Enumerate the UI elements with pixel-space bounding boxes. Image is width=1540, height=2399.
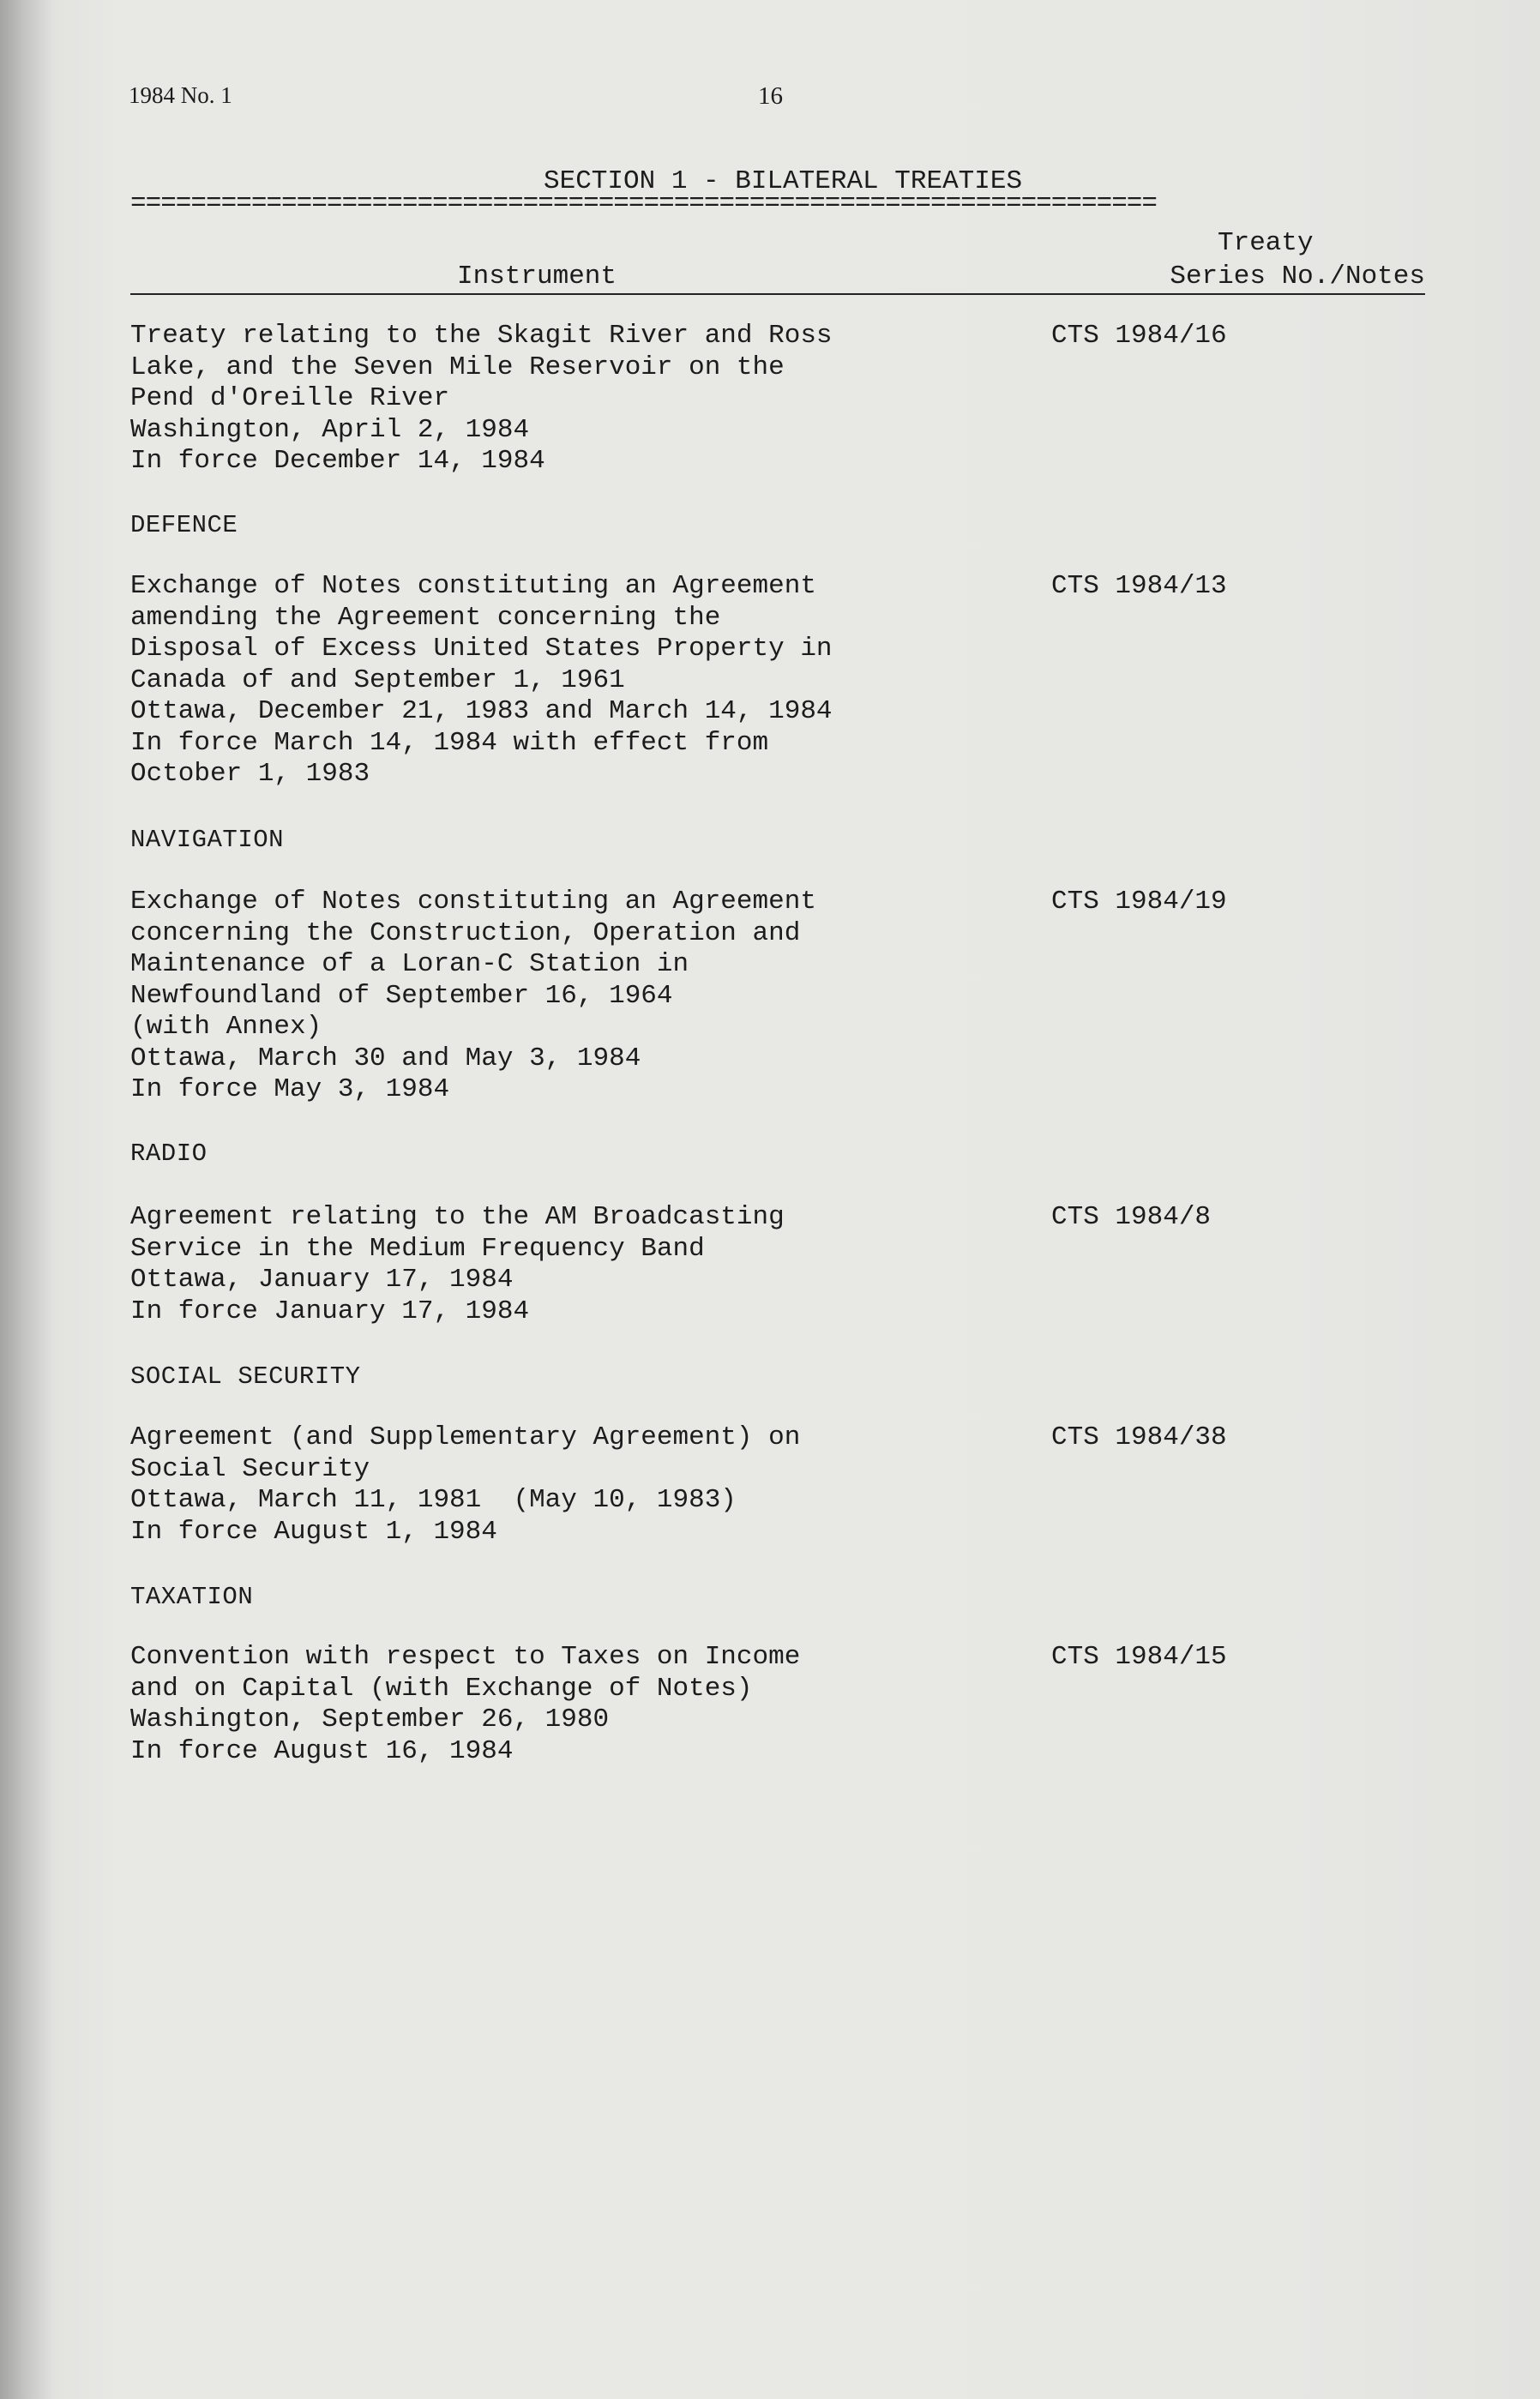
entry-line: Ottawa, March 30 and May 3, 1984 bbox=[130, 1043, 641, 1073]
entry-line: Ottawa, December 21, 1983 and March 14, 1984 bbox=[130, 696, 833, 726]
running-header: 1984 No. 1 bbox=[129, 82, 232, 108]
treaty-series-number: CTS 1984/16 bbox=[1051, 321, 1227, 351]
section-title: SECTION 1 - BILATERAL TREATIES bbox=[544, 166, 1023, 196]
entry-line: Social Security bbox=[130, 1453, 370, 1484]
entry-line: Agreement (and Supplementary Agreement) on bbox=[130, 1422, 801, 1452]
category-heading: TAXATION bbox=[130, 1583, 254, 1611]
treaty-series-number: CTS 1984/19 bbox=[1051, 887, 1227, 917]
treaty-series-number: CTS 1984/15 bbox=[1051, 1642, 1227, 1672]
entry-line: Disposal of Excess United States Property in bbox=[130, 634, 833, 664]
double-rule: ==================================================================== bbox=[130, 195, 1158, 213]
treaty-series-number: CTS 1984/13 bbox=[1051, 571, 1227, 601]
entry-line: In force August 16, 1984 bbox=[130, 1735, 514, 1766]
column-header-instrument bbox=[130, 261, 1125, 295]
category-heading: RADIO bbox=[130, 1139, 208, 1168]
treaty-entry bbox=[130, 571, 1074, 791]
column-header-treaty: Treaty bbox=[1218, 228, 1314, 258]
treaty-entry bbox=[130, 1422, 1074, 1548]
entry-line: concerning the Construction, Operation and bbox=[130, 917, 801, 948]
entry-line: Pend d'Oreille River bbox=[130, 383, 450, 413]
entry-line: In force August 1, 1984 bbox=[130, 1516, 497, 1547]
entry-line: Exchange of Notes constituting an Agreement bbox=[130, 571, 816, 601]
entry-line: (with Annex) bbox=[130, 1012, 322, 1042]
category-heading: SOCIAL SECURITY bbox=[130, 1362, 361, 1391]
category-heading: DEFENCE bbox=[130, 511, 238, 539]
entry-line: Washington, September 26, 1980 bbox=[130, 1705, 610, 1735]
page-number: 16 bbox=[758, 82, 783, 110]
entry-line: Exchange of Notes constituting an Agreement bbox=[130, 887, 816, 917]
treaty-entry bbox=[130, 1642, 1074, 1767]
entry-line: In force March 14, 1984 with effect from bbox=[130, 727, 769, 758]
book-spine-shadow bbox=[0, 0, 51, 2399]
entry-line: Ottawa, March 11, 1981 (May 10, 1983) bbox=[130, 1485, 737, 1515]
entry-line: Convention with respect to Taxes on Income bbox=[130, 1642, 801, 1672]
entry-line: Canada of and September 1, 1961 bbox=[130, 664, 625, 695]
entry-line: Treaty relating to the Skagit River and Ross bbox=[130, 321, 833, 351]
entry-line: Newfoundland of September 16, 1964 bbox=[130, 980, 673, 1011]
entry-line: Service in the Medium Frequency Band bbox=[130, 1233, 705, 1264]
treaty-entry bbox=[130, 1202, 1074, 1327]
entry-line: In force December 14, 1984 bbox=[130, 446, 545, 476]
entry-line: Agreement relating to the AM Broadcasting bbox=[130, 1202, 785, 1232]
entry-line: Washington, April 2, 1984 bbox=[130, 414, 530, 445]
entry-line: In force January 17, 1984 bbox=[130, 1296, 530, 1326]
entry-line: October 1, 1983 bbox=[130, 759, 370, 789]
entry-line: Ottawa, January 17, 1984 bbox=[130, 1265, 514, 1295]
entry-line: amending the Agreement concerning the bbox=[130, 602, 721, 633]
treaty-series-number: CTS 1984/38 bbox=[1051, 1422, 1227, 1452]
entry-line: Maintenance of a Loran-C Station in bbox=[130, 949, 689, 979]
column-header-series: Series No./Notes bbox=[1125, 261, 1425, 295]
entry-line: Lake, and the Seven Mile Reservoir on the bbox=[130, 352, 785, 382]
treaty-entry bbox=[130, 887, 1074, 1106]
column-header-instrument-label: Instrument bbox=[456, 262, 617, 292]
entry-line: and on Capital (with Exchange of Notes) bbox=[130, 1673, 753, 1704]
treaty-entry bbox=[130, 321, 1074, 478]
treaty-series-number: CTS 1984/8 bbox=[1051, 1202, 1212, 1232]
category-heading: NAVIGATION bbox=[130, 826, 285, 854]
entry-line: In force May 3, 1984 bbox=[130, 1074, 450, 1104]
